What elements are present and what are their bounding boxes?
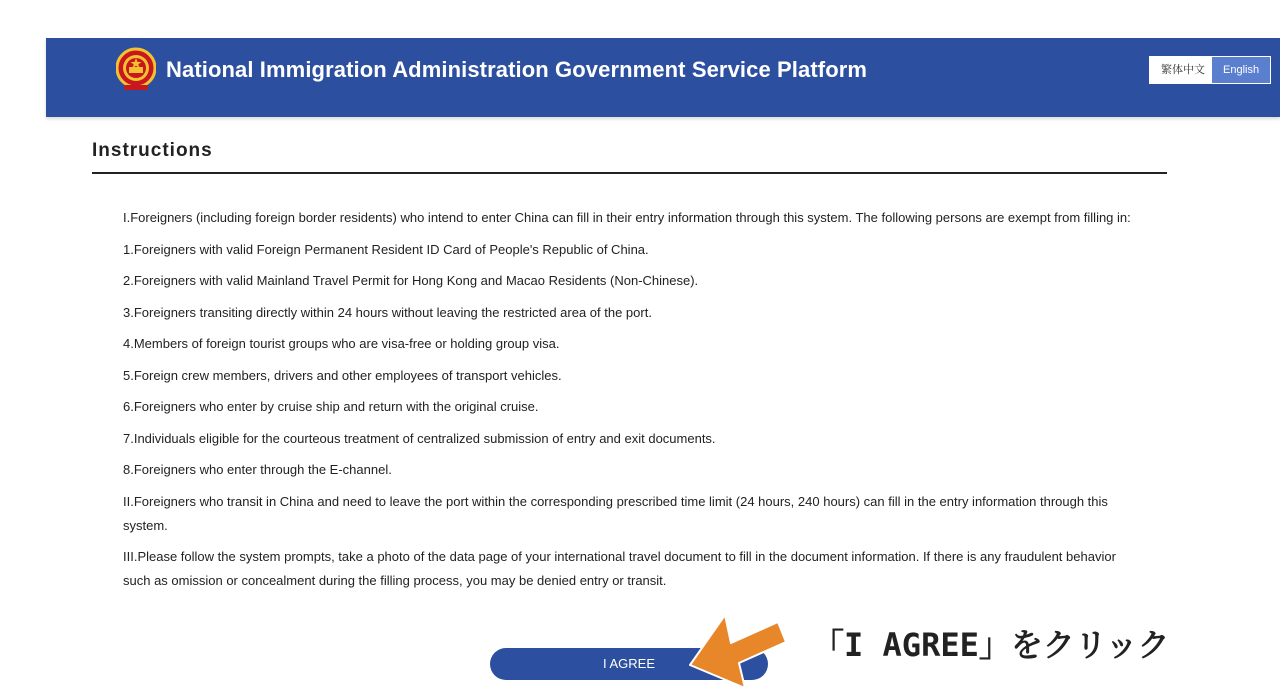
annotation-label: 「I AGREE」をクリック [812,626,1170,664]
instruction-paragraph: 4.Members of foreign tourist groups who are visa-free or holding group visa. [123,336,560,351]
language-switch [1150,57,1270,83]
instruction-paragraph: 5.Foreign crew members, drivers and other employees of transport vehicles. [123,367,562,383]
instruction-paragraph: I.Foreigners (including foreign border residents) who intend to enter China can fill in their entry information through this system. The following persons are exempt from filling in: [123,210,1131,225]
site-header [46,38,1280,117]
instruction-paragraph: 1.Foreigners with valid Foreign Permanent Resident ID Card of People's Republic of China. [123,241,649,257]
instruction-paragraph: III.Please follow the system prompts, take a photo of the data page of your international travel document to fill in the document information. If there is any fraudulent behavior such as omission or concealment during the filling process, you may be denied entry or transit. [123,549,1116,588]
national-emblem-icon [116,47,156,93]
lang-english-button[interactable]: English [1212,57,1270,83]
instruction-paragraph: II.Foreigners who transit in China and need to leave the port within the corresponding prescribed time limit (24 hours, 240 hours) can fill in the entry information through this system. [123,493,1108,533]
instruction-paragraph: 6.Foreigners who enter by cruise ship and return with the original cruise. [123,399,539,414]
section-title: Instructions [92,140,213,161]
instruction-paragraph: 7.Individuals eligible for the courteous treatment of centralized submission of entry and exit documents. [123,430,716,446]
lang-traditional-chinese-button[interactable]: 繁体中文 [1150,57,1212,83]
pointer-arrow-icon [685,610,795,691]
instruction-paragraph: 3.Foreigners transiting directly within 24 hours without leaving the restricted area of the port. [123,304,652,320]
instruction-paragraph: 8.Foreigners who enter through the E-channel. [123,462,392,477]
section-divider [92,172,1167,174]
site-title: National Immigration Administration Government Service Platform [166,57,868,82]
instructions-text [123,206,1133,601]
i-agree-button[interactable]: I AGREE [490,648,768,680]
instruction-paragraph: 2.Foreigners with valid Mainland Travel Permit for Hong Kong and Macao Residents (Non-Chinese). [123,273,699,288]
